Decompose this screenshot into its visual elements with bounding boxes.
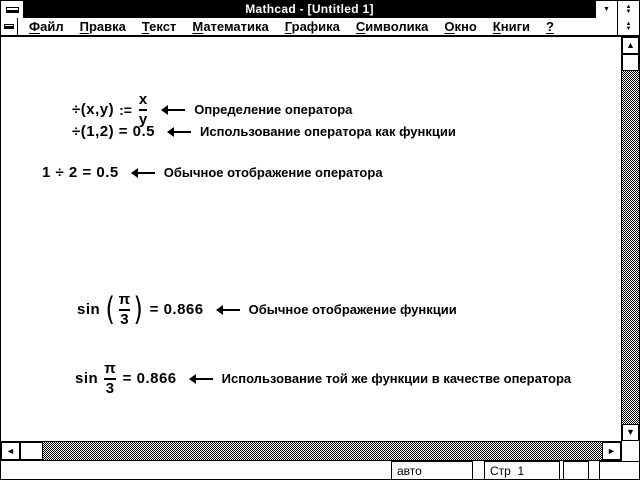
status-field-empty-2: [599, 461, 640, 479]
scroll-right-icon: ►: [607, 445, 616, 456]
function-name: sin: [77, 301, 101, 319]
left-arrow-icon: [168, 131, 191, 133]
document-restore-icon: ▲ ▼: [625, 21, 632, 32]
horizontal-scrollbar: [1, 441, 621, 461]
annotation-text: Обычное отображение функции: [248, 302, 457, 318]
fraction: [102, 361, 117, 397]
scrollbar-corner: [621, 441, 639, 461]
math-result: = 0.866: [149, 301, 204, 319]
annotation-text: Обычное отображение оператора: [163, 165, 383, 180]
menu-item-edit[interactable]: Правка: [79, 19, 126, 34]
fraction-denominator: 3: [105, 379, 115, 397]
annotation-text: Использование оператора как функции: [200, 124, 456, 139]
minimize-icon: ▼: [603, 6, 610, 13]
math-expression: ÷(1,2) = 0.5: [72, 123, 156, 140]
menu-item-text[interactable]: Текст: [141, 19, 177, 34]
left-arrow-icon: [217, 309, 240, 311]
menu-item-file[interactable]: Файл: [29, 19, 64, 34]
horizontal-scrollbar-thumb[interactable]: [20, 442, 43, 460]
minimize-button[interactable]: [595, 1, 617, 18]
restore-button[interactable]: [617, 1, 639, 18]
restore-icon: ▲ ▼: [625, 4, 632, 15]
annotation-text: Определение оператора: [194, 102, 353, 118]
math-expression: ÷(x,y): [72, 101, 115, 119]
scroll-right-button[interactable]: [602, 442, 621, 460]
annotation-text: Использование той же функции в качестве оператора: [221, 371, 572, 387]
page-number-field: Стр 1: [484, 461, 560, 479]
menu-item-books[interactable]: Книги: [492, 19, 530, 34]
close-paren: ): [133, 290, 144, 329]
fraction-numerator: x: [138, 91, 148, 108]
worksheet[interactable]: [2, 37, 621, 441]
fraction: [117, 292, 132, 328]
scroll-up-button[interactable]: [622, 37, 639, 54]
left-arrow-icon: [132, 172, 155, 174]
window-title: Mathcad - [Untitled 1]: [245, 2, 374, 16]
fraction-denominator: 3: [120, 310, 129, 328]
vertical-scrollbar-thumb[interactable]: [622, 54, 639, 71]
menu-bar: [1, 18, 639, 37]
document-system-menu-button[interactable]: [1, 18, 18, 35]
menu-item-math[interactable]: Математика: [192, 19, 269, 34]
scroll-down-button[interactable]: [622, 424, 639, 441]
math-region-function-as-operator[interactable]: [75, 361, 571, 397]
vertical-scrollbar-track[interactable]: [622, 71, 639, 424]
fraction-denominator: y: [138, 110, 148, 128]
status-field-empty-1: [563, 461, 589, 479]
math-region-operator-as-function[interactable]: [72, 123, 456, 140]
system-menu-button[interactable]: [1, 1, 24, 18]
calc-mode-field: авто: [391, 461, 473, 479]
title-bar: [1, 1, 639, 18]
vertical-scrollbar: [621, 37, 639, 441]
fraction-numerator: π: [104, 360, 116, 377]
menu-item-graphics[interactable]: Графика: [284, 19, 340, 34]
document-restore-button[interactable]: [617, 18, 639, 35]
horizontal-scrollbar-track[interactable]: [43, 442, 602, 460]
left-arrow-icon: [190, 378, 213, 380]
function-name: sin: [75, 370, 99, 388]
scroll-left-button[interactable]: [1, 442, 20, 460]
math-expression: 1 ÷ 2 = 0.5: [42, 164, 119, 181]
document-system-menu-icon: [4, 24, 14, 29]
math-region-function-display[interactable]: [77, 292, 457, 328]
menu-item-window[interactable]: Окно: [444, 19, 477, 34]
assign-operator: :=: [119, 101, 132, 118]
status-bar: [1, 461, 639, 479]
scroll-up-icon: ▲: [626, 40, 635, 50]
scroll-down-icon: ▼: [626, 427, 635, 437]
menu-item-symbolics[interactable]: Символика: [355, 19, 429, 34]
menu-item-help[interactable]: ?: [545, 19, 554, 34]
system-menu-icon: [6, 7, 19, 13]
left-arrow-icon: [162, 109, 185, 111]
math-result: = 0.866: [122, 370, 177, 388]
open-paren: (: [105, 290, 116, 329]
menu-bar-items: [18, 18, 617, 35]
fraction-numerator: π: [118, 291, 131, 308]
scroll-left-icon: ◄: [6, 445, 15, 456]
math-region-operator-display[interactable]: [42, 164, 383, 181]
